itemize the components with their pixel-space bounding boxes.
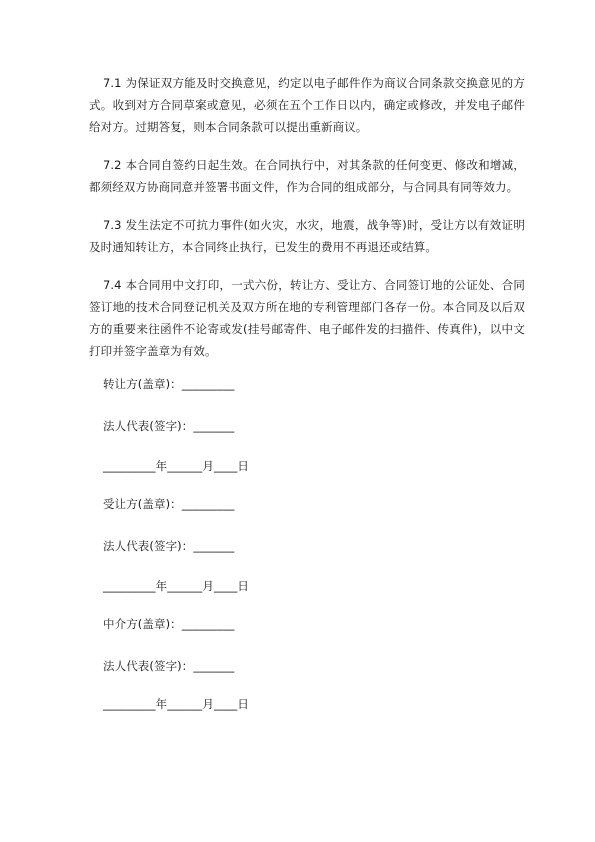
transferor-seal-line: 转让方(盖章)：_________ [103,377,235,391]
transferor-rep-signature-line: 法人代表(签字)：_______ [103,419,235,433]
clause-7-3: 7.3 发生法定不可抗力事件(如火灾，水灾，地震，战争等)时，受让方以有效证明及时通知转让方，本合同终止执行，已发生的费用不再退还或结算。 [89,218,525,254]
transferor-date-line: _________年______月____日 [103,459,249,473]
transferee-rep-signature-line: 法人代表(签字)：_______ [103,539,235,553]
intermediary-seal-line: 中介方(盖章)：_________ [103,617,235,631]
clause-7-2: 7.2 本合同自签约日起生效。在合同执行中，对其条款的任何变更、修改和增减，都须经双方协商同意并签署书面文件，作为合同的组成部分，与合同具有同等效力。 [89,158,525,194]
intermediary-date-line: _________年______月____日 [103,697,249,711]
clause-7-1: 7.1 为保证双方能及时交换意见，约定以电子邮件作为商议合同条款交换意见的方式。收到对方合同草案或意见，必须在五个工作日以内，确定或修改，并发电子邮件给对方。过期答复，则本合同条款可以提出重新商议。 [89,76,525,134]
intermediary-rep-signature-line: 法人代表(签字)：_______ [103,659,235,673]
transferee-date-line: _________年______月____日 [103,579,249,593]
contract-clauses [89,72,525,378]
clause-7-4: 7.4 本合同用中文打印，一式六份，转让方、受让方、合同签订地的公证处、合同签订地的技术合同登记机关及双方所在地的专利管理部门各存一份。本合同及以后双方的重要来往函件不论寄或发(挂号邮寄件、电子邮件发的扫描件、传真件)，以中文打印并签字盖章为有效。 [89,278,525,358]
transferee-seal-line: 受让方(盖章)：_________ [103,497,235,511]
